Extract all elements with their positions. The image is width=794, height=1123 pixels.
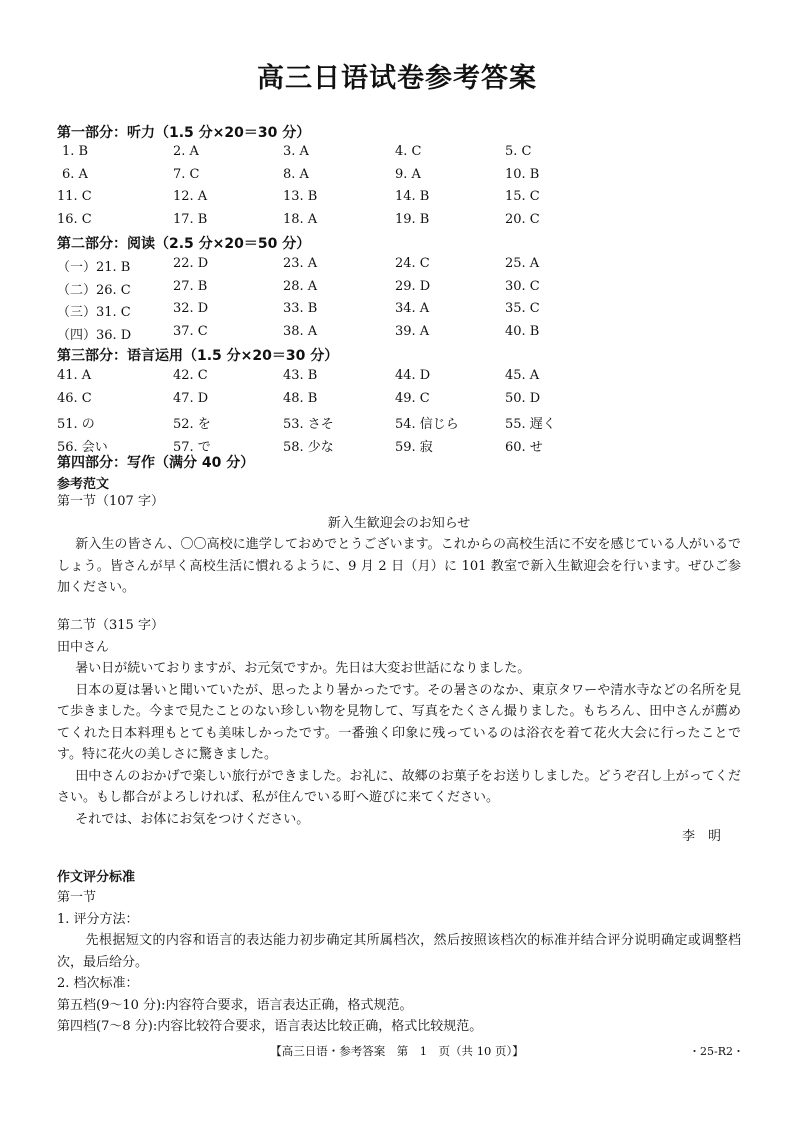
answer-cell: 25. A xyxy=(505,256,540,271)
answer-cell: 9. A xyxy=(395,166,421,182)
answer-cell: 49. C xyxy=(395,390,430,406)
part3-heading: 第三部分：语言运用（1.5 分×20＝30 分） xyxy=(57,348,339,364)
answer-cell: 3. A xyxy=(283,144,309,159)
answer-row xyxy=(57,167,677,190)
answer-cell: 7. C xyxy=(173,166,200,182)
section1-block xyxy=(57,491,741,599)
answer-cell: 52. を xyxy=(173,417,211,432)
section2-label: 第二节（315 字） xyxy=(57,618,164,633)
answer-cell: 17. B xyxy=(173,211,208,227)
answer-cell: 2. A xyxy=(173,144,199,159)
answer-cell: 30. C xyxy=(505,278,540,294)
answer-cell: 8. A xyxy=(283,166,309,182)
answer-row xyxy=(57,368,677,391)
answer-cell: 11. C xyxy=(57,189,92,204)
answer-cell: 29. D xyxy=(395,278,431,294)
answer-cell: 48. B xyxy=(283,390,318,406)
answer-cell: 60. せ xyxy=(505,439,543,455)
letter-paragraph: 田中さんのおかげで楽しい旅行ができました。お礼に、故郷のお菓子をお送りしました。どうぞ召し上がってください。もし都合がよろしければ、私が住んでいる町へ遊びに来てください。 xyxy=(57,768,741,805)
section1-body: 新入生の皆さん、〇〇高校に進学しておめでとうございます。これからの高校生活に不安を感じている人がいるでしょう。皆さんが早く高校生活に慣れるように、9 月 2 日（月）に 101 教室で新入生歓迎会を行います。ぜひご参加ください。 xyxy=(57,537,741,595)
answer-row xyxy=(57,279,677,302)
answer-cell: 18. A xyxy=(283,211,318,227)
answer-cell: （三）31. C xyxy=(57,305,131,320)
part1-answers xyxy=(57,144,677,234)
answer-cell: （一）21. B xyxy=(57,260,131,275)
answer-cell: 1. B xyxy=(62,144,89,159)
answer-cell: 57. で xyxy=(173,439,211,455)
criteria-section-label: 第一节 xyxy=(57,890,97,905)
answer-cell: 54. 信じら xyxy=(395,417,459,432)
answer-cell: 59. 寂 xyxy=(395,439,433,455)
levels-label: 2. 档次标准： xyxy=(57,976,139,991)
answer-cell: 45. A xyxy=(505,368,540,383)
answer-row xyxy=(57,256,677,279)
page-footer: 【高三日语・参考答案 第 1 页（共 10 页）】 xyxy=(270,1044,524,1058)
method-label: 1. 评分方法： xyxy=(57,911,139,927)
answer-cell: 58. 少な xyxy=(283,439,334,455)
answer-row xyxy=(57,324,677,347)
salutation: 田中さん xyxy=(57,639,110,655)
answer-cell: 23. A xyxy=(283,256,318,271)
answer-cell: 46. C xyxy=(57,390,92,406)
answer-cell: 43. B xyxy=(283,368,318,383)
answer-cell: 40. B xyxy=(505,323,540,339)
answer-row xyxy=(57,189,677,212)
letter-paragraph: それでは、お体にお気をつけください。 xyxy=(75,811,310,827)
level-4: 第四档(7～8 分):内容比较符合要求，语言表达比较正确，格式比较规范。 xyxy=(57,1019,483,1034)
part2-answers xyxy=(57,256,677,346)
part4-heading: 第四部分：写作（满分 40 分） xyxy=(57,455,255,471)
answer-row xyxy=(57,212,677,235)
sample-label: 参考范文 xyxy=(57,477,110,492)
answer-cell: 20. C xyxy=(505,211,540,227)
answer-cell: 4. C xyxy=(395,144,422,159)
answer-cell: 24. C xyxy=(395,256,430,271)
criteria-block xyxy=(57,887,741,1038)
answer-row xyxy=(57,144,677,167)
answer-cell: 19. B xyxy=(395,211,430,227)
answer-cell: 42. C xyxy=(173,368,208,383)
letter-paragraph: 日本の夏は暑いと聞いていたが、思ったより暑かったです。その暑さのなか、東京タワーや清水寺などの名所を見て歩きました。今まで見たことのない珍しい物を見物して、写真をたくさん撮りました。もちろん、田中さんが薦めてくれた日本料理もとても美味しかったです。一番強く印象に残っているのは浴衣を着て花火大会に行ったことです。特に花火の美しさに驚きました。 xyxy=(57,682,741,762)
letter-paragraph: 暑い日が続いておりますが、お元気ですか。先日は大変お世話になりました。 xyxy=(75,661,531,676)
answer-cell: 27. B xyxy=(173,278,208,294)
answer-cell: 35. C xyxy=(505,301,540,316)
answer-cell: （四）36. D xyxy=(57,327,132,343)
answer-cell: 16. C xyxy=(57,211,92,227)
page-code: ・25-R2・ xyxy=(689,1045,744,1058)
method-text: 先根据短文的内容和语言的表达能力初步确定其所属档次，然后按照该档次的标准并结合评分说明确定或调整档次，最后给分。 xyxy=(57,933,741,970)
answer-cell: 22. D xyxy=(173,256,209,271)
answer-cell: 28. A xyxy=(283,278,318,294)
answer-cell: 32. D xyxy=(173,301,209,316)
answer-cell: 55. 遅く xyxy=(505,417,556,432)
answer-cell: 56. 会い xyxy=(57,439,108,455)
answer-cell: 38. A xyxy=(283,323,318,339)
answer-cell: 6. A xyxy=(62,166,88,182)
page-title: 高三日语试卷参考答案 xyxy=(257,63,537,94)
answer-cell: 33. B xyxy=(283,301,318,316)
answer-row xyxy=(57,413,677,436)
section1-label: 第一节（107 字） xyxy=(57,494,164,509)
answer-cell: 13. B xyxy=(283,189,318,204)
signature: 李 明 xyxy=(682,829,722,844)
answer-cell: （二）26. C xyxy=(57,282,131,298)
answer-cell: 39. A xyxy=(395,323,430,339)
section2-block xyxy=(57,615,741,830)
answer-cell: 12. A xyxy=(173,189,208,204)
part2-heading: 第二部分：阅读（2.5 分×20＝50 分） xyxy=(57,236,311,252)
answer-row xyxy=(57,391,677,414)
answer-cell: 47. D xyxy=(173,390,209,406)
answer-cell: 53. さそ xyxy=(283,417,334,432)
part3-answers xyxy=(57,368,677,458)
part1-heading: 第一部分：听力（1.5 分×20＝30 分） xyxy=(57,125,311,141)
answer-cell: 5. C xyxy=(505,144,532,159)
answer-cell: 50. D xyxy=(505,390,541,406)
answer-cell: 41. A xyxy=(57,368,92,383)
answer-cell: 15. C xyxy=(505,189,540,204)
answer-cell: 37. C xyxy=(173,323,208,339)
answer-cell: 34. A xyxy=(395,301,430,316)
answer-cell: 44. D xyxy=(395,368,431,383)
answer-cell: 51. の xyxy=(57,417,95,432)
level-5: 第五档(9～10 分):内容符合要求，语言表达正确，格式规范。 xyxy=(57,997,413,1013)
answer-cell: 14. B xyxy=(395,189,430,204)
answer-row xyxy=(57,301,677,324)
answer-cell: 10. B xyxy=(505,166,540,182)
notice-title: 新入生歓迎会のお知らせ xyxy=(327,515,471,531)
criteria-heading: 作文评分标准 xyxy=(57,870,136,885)
